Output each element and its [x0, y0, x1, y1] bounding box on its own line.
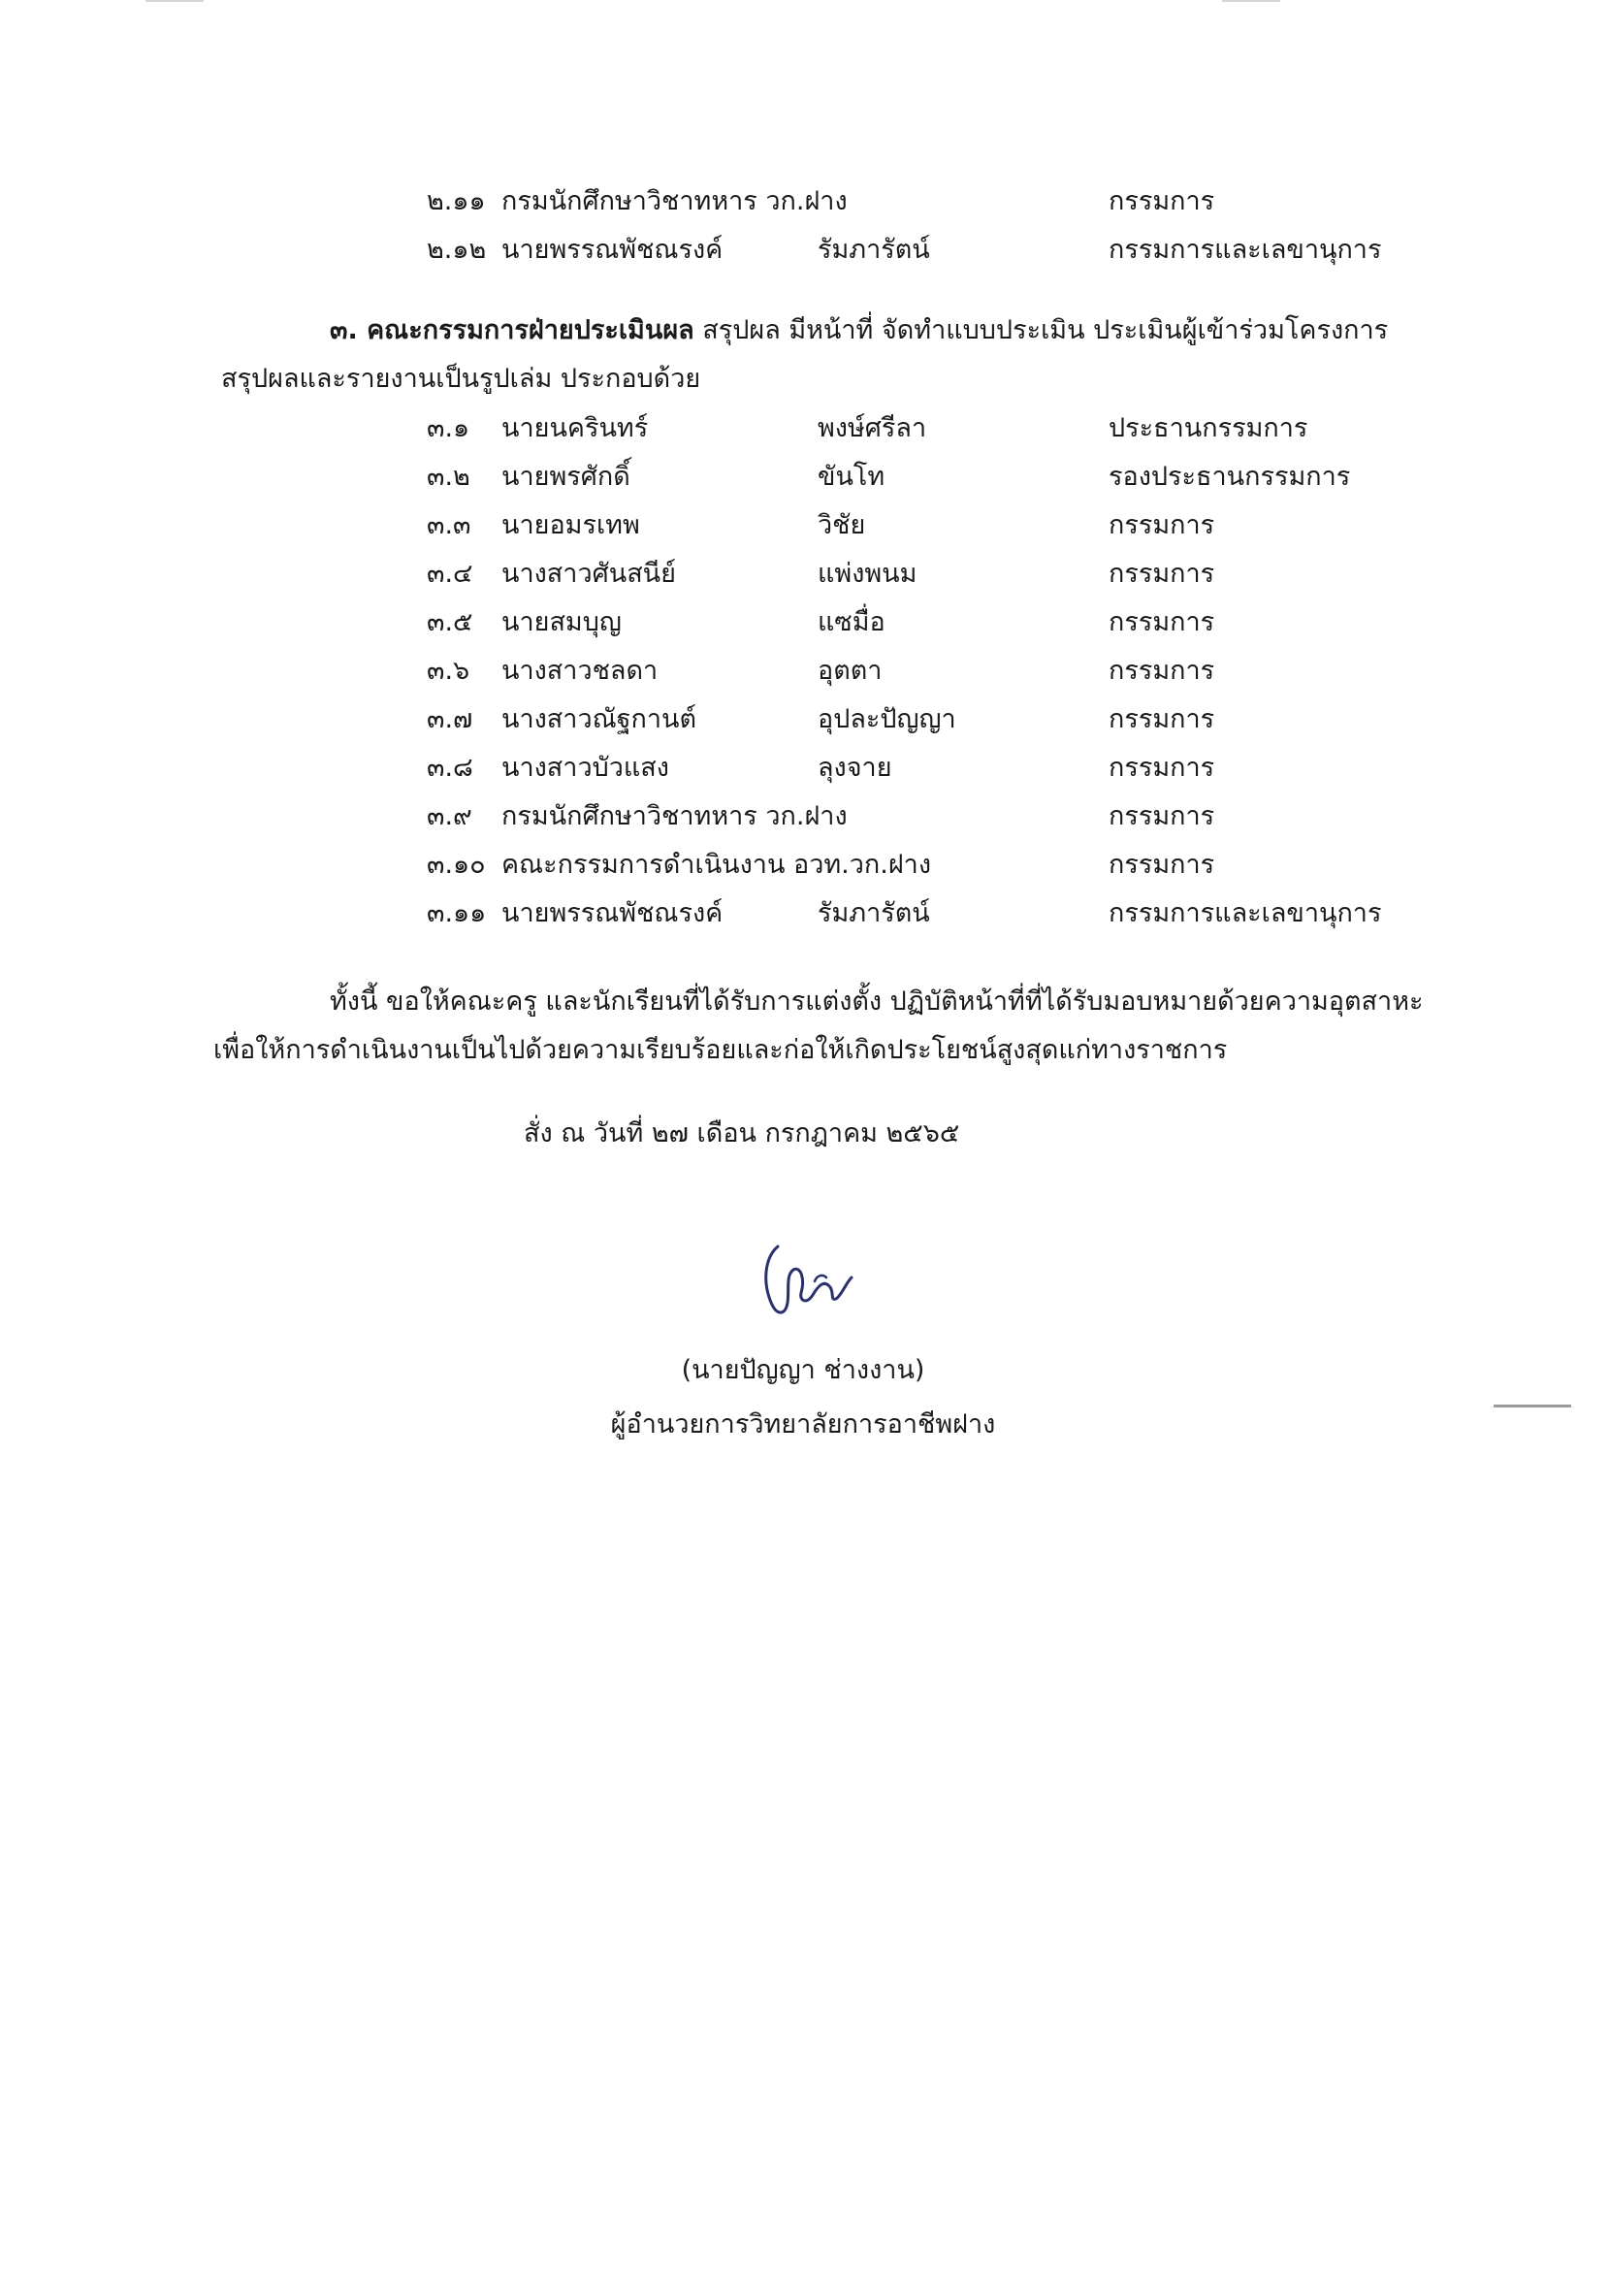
member-name: คณะกรรมการดำเนินงาน อวท.วก.ฝาง [501, 850, 932, 880]
member-surname: วิชัย [818, 510, 866, 540]
signatory-name: (นายปัญญา ช่างงาน) [681, 1355, 925, 1385]
member-name: นางสาวชลดา [501, 656, 659, 686]
member-surname: แซมื่อ [818, 607, 885, 637]
member-number: ๓.๕ [427, 607, 473, 637]
member-role: กรรมการ [1109, 607, 1215, 637]
member-row [0, 603, 1609, 642]
member-number: ๒.๑๒ [427, 235, 487, 265]
order-date: สั่ง ณ วันที่ ๒๗ เดือน กรกฎาคม ๒๕๖๕ [524, 1118, 960, 1148]
member-number: ๓.๘ [427, 753, 473, 783]
member-role: กรรมการและเลขานุการ [1109, 235, 1382, 265]
member-row [0, 231, 1609, 270]
scan-mark-top-right [1222, 0, 1280, 2]
member-surname: อุปละปัญญา [818, 704, 956, 734]
member-name: กรมนักศึกษาวิชาทหาร วก.ฝาง [501, 801, 848, 831]
member-name: นายสมบุญ [501, 607, 622, 637]
member-row [0, 182, 1609, 221]
signature-stroke [766, 1246, 852, 1312]
member-number: ๓.๒ [427, 462, 470, 492]
member-surname: พงษ์ศรีลา [818, 413, 927, 443]
member-row [0, 652, 1609, 691]
member-role: ประธานกรรมการ [1109, 413, 1308, 443]
section-heading-text: สรุปผล มีหน้าที่ จัดทำแบบประเมิน ประเมินผู้เข้าร่วมโครงการ [693, 315, 1389, 345]
member-name: นายพรรณพัชณรงค์ [501, 235, 724, 265]
member-name: นายนครินทร์ [501, 413, 649, 443]
member-surname: แพ่งพนม [818, 559, 917, 589]
member-role: กรรมการ [1109, 656, 1215, 686]
closing-paragraph-line-1: ทั้งนี้ ขอให้คณะครู และนักเรียนที่ได้รับการแต่งตั้ง ปฏิบัติหน้าที่ที่ได้รับมอบหมายด้วยความอุตสาหะ [330, 986, 1424, 1017]
member-row [0, 555, 1609, 594]
member-row [0, 797, 1609, 836]
member-name: นางสาวศันสนีย์ [501, 559, 676, 589]
member-surname: ขันโท [818, 462, 885, 492]
member-surname: รัมภารัตน์ [818, 898, 930, 928]
member-number: ๓.๑ [427, 413, 470, 443]
member-role: กรรมการ [1109, 850, 1215, 880]
member-row [0, 894, 1609, 933]
section-heading-continued: สรุปผลและรายงานเป็นรูปเล่ม ประกอบด้วย [221, 364, 701, 394]
member-row [0, 409, 1609, 448]
member-role: รองประธานกรรมการ [1109, 462, 1351, 492]
member-row [0, 506, 1609, 545]
signature-mark [756, 1237, 873, 1324]
member-row [0, 846, 1609, 885]
member-surname: รัมภารัตน์ [818, 235, 930, 265]
section-heading-title: ๓. คณะกรรมการฝ่ายประเมินผล [330, 315, 694, 345]
scan-mark-right-edge [1494, 1405, 1571, 1407]
scan-mark-top-left [145, 0, 204, 2]
member-number: ๓.๑๑ [427, 898, 487, 928]
member-row [0, 458, 1609, 497]
member-role: กรรมการ [1109, 510, 1215, 540]
member-number: ๓.๖ [427, 656, 470, 686]
signature-stroke-accent [815, 1276, 826, 1281]
member-role: กรรมการ [1109, 559, 1215, 589]
member-role: กรรมการ [1109, 801, 1215, 831]
member-name: นายพรศักดิ์ [501, 462, 630, 492]
member-surname: อุตตา [818, 656, 883, 686]
member-name: นางสาวบัวแสง [501, 753, 669, 783]
closing-paragraph-line-2: เพื่อให้การดำเนินงานเป็นไปด้วยความเรียบร้อยและก่อให้เกิดประโยชน์สูงสุดแก่ทางราชการ [213, 1035, 1228, 1065]
member-role: กรรมการและเลขานุการ [1109, 898, 1382, 928]
member-name: นางสาวณัฐกานต์ [501, 704, 697, 734]
member-name: นายอมรเทพ [501, 510, 640, 540]
member-name: กรมนักศึกษาวิชาทหาร วก.ฝาง [501, 186, 848, 216]
member-role: กรรมการ [1109, 704, 1215, 734]
member-number: ๓.๙ [427, 801, 472, 831]
member-number: ๒.๑๑ [427, 186, 486, 216]
member-name: นายพรรณพัชณรงค์ [501, 898, 724, 928]
member-row [0, 700, 1609, 739]
section-heading [330, 310, 1388, 351]
member-surname: ลุงจาย [818, 753, 892, 783]
member-role: กรรมการ [1109, 753, 1215, 783]
member-role: กรรมการ [1109, 186, 1215, 216]
signatory-title: ผู้อำนวยการวิทยาลัยการอาชีพฝาง [610, 1409, 996, 1439]
member-number: ๓.๓ [427, 510, 471, 540]
member-number: ๓.๗ [427, 704, 473, 734]
member-number: ๓.๑๐ [427, 850, 486, 880]
member-number: ๓.๔ [427, 559, 473, 589]
member-row [0, 749, 1609, 788]
